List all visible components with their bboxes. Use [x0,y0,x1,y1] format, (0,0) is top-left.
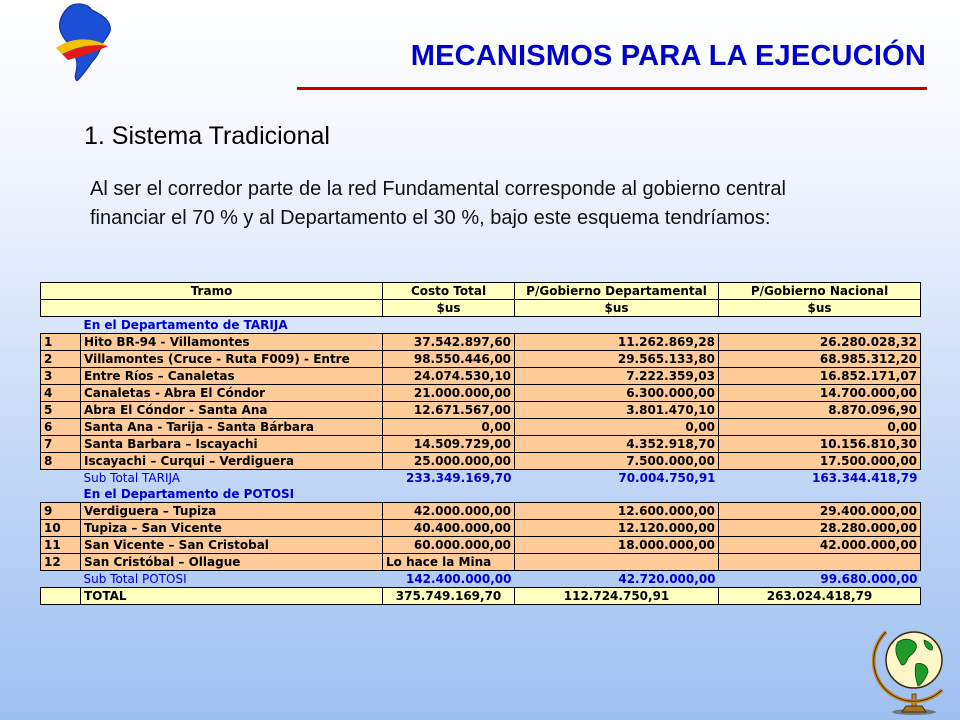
row-costo: 42.000.000,00 [383,503,515,520]
row-dep: 12.600.000,00 [515,503,719,520]
subtotal-costo: 233.349.169,70 [405,470,512,485]
row-nac: 68.985.312,20 [719,351,921,368]
table-row [41,402,921,419]
subtotal-label: Sub Total POTOSI [83,571,187,586]
row-costo: 25.000.000,00 [383,453,515,470]
row-dep [515,554,719,571]
header-tramo: Tramo [41,283,383,300]
row-tramo: Abra El Cóndor - Santa Ana [81,402,383,419]
row-nac: 28.280.000,00 [719,520,921,537]
header-nac: P/Gobierno Nacional [719,283,921,300]
total-nac: 263.024.418,79 [719,588,921,605]
subtotal-row [41,470,921,487]
row-nac: 8.870.096,90 [719,402,921,419]
subtotal-nac: 163.344.418,79 [811,470,918,485]
subtotal-nac: 99.680.000,00 [820,571,918,586]
row-tramo: Tupiza – San Vicente [81,520,383,537]
row-number: 9 [41,503,81,520]
header-dep-unit: $us [515,300,719,317]
row-tramo: Santa Barbara – Iscayachi [81,436,383,453]
table-row [41,554,921,571]
row-nac: 42.000.000,00 [719,537,921,554]
row-number: 2 [41,351,81,368]
row-tramo: Iscayachi – Curqui – Verdiguera [81,453,383,470]
south-america-map-icon [48,2,126,84]
row-dep: 7.222.359,03 [515,368,719,385]
row-costo: Lo hace la Mina [383,554,515,571]
row-costo: 12.671.567,00 [383,402,515,419]
table-row [41,385,921,402]
row-nac: 17.500.000,00 [719,453,921,470]
total-row [41,588,921,605]
row-costo: 98.550.446,00 [383,351,515,368]
row-tramo: Entre Ríos – Canaletas [81,368,383,385]
row-tramo: San Cristóbal – Ollague [81,554,383,571]
row-costo: 14.509.729,00 [383,436,515,453]
row-dep: 4.352.918,70 [515,436,719,453]
section-heading: 1. Sistema Tradicional [84,122,330,150]
row-tramo: Canaletas - Abra El Cóndor [81,385,383,402]
subtotal-dep: 70.004.750,91 [618,470,716,485]
page-title: MECANISMOS PARA LA EJECUCIÓN [410,40,926,72]
row-dep: 7.500.000,00 [515,453,719,470]
row-number: 3 [41,368,81,385]
globe-icon [872,612,954,716]
row-number: 11 [41,537,81,554]
row-nac: 14.700.000,00 [719,385,921,402]
row-number: 10 [41,520,81,537]
table-row [41,351,921,368]
row-tramo: Santa Ana - Tarija - Santa Bárbara [81,419,383,436]
row-number: 1 [41,334,81,351]
row-costo: 37.542.897,60 [383,334,515,351]
section-label-row [41,317,921,334]
row-number: 7 [41,436,81,453]
header-tramo-blank [41,300,383,317]
table-row [41,436,921,453]
subtotal-row [41,571,921,588]
row-tramo: Hito BR-94 - Villamontes [81,334,383,351]
row-tramo: San Vicente – San Cristobal [81,537,383,554]
subtotal-costo: 142.400.000,00 [405,571,512,586]
total-dep: 112.724.750,91 [515,588,719,605]
row-dep: 11.262.869,28 [515,334,719,351]
table-row [41,453,921,470]
row-dep: 6.300.000,00 [515,385,719,402]
row-dep: 18.000.000,00 [515,537,719,554]
row-number: 8 [41,453,81,470]
row-number: 6 [41,419,81,436]
title-underline [297,87,927,90]
table-row [41,537,921,554]
total-costo: 375.749.169,70 [383,588,515,605]
row-costo: 60.000.000,00 [383,537,515,554]
header-costo: Costo Total [383,283,515,300]
row-dep: 29.565.133,80 [515,351,719,368]
row-costo: 24.074.530,10 [383,368,515,385]
description-paragraph: Al ser el corredor parte de la red Fundamental corresponde al gobierno central financiar el 70 % y al Departamento el 30 %, bajo este esquema tendríamos: [90,178,786,229]
cost-table [40,282,921,605]
section-label: En el Departamento de POTOSI [83,486,295,501]
row-nac: 29.400.000,00 [719,503,921,520]
table-header-row-units [41,300,921,317]
row-tramo: Verdiguera – Tupiza [81,503,383,520]
subtotal-dep: 42.720.000,00 [618,571,716,586]
row-nac: 10.156.810,30 [719,436,921,453]
row-nac: 26.280.028,32 [719,334,921,351]
row-nac: 0,00 [719,419,921,436]
row-number: 4 [41,385,81,402]
row-costo: 21.000.000,00 [383,385,515,402]
row-number: 5 [41,402,81,419]
table-header-row [41,283,921,300]
section-label: En el Departamento de TARIJA [83,317,288,332]
row-nac [719,554,921,571]
table-row [41,503,921,520]
row-dep: 3.801.470,10 [515,402,719,419]
row-costo: 0,00 [383,419,515,436]
table-row [41,368,921,385]
table-row [41,520,921,537]
header-nac-unit: $us [719,300,921,317]
total-label: TOTAL [81,588,383,605]
row-dep: 12.120.000,00 [515,520,719,537]
row-dep: 0,00 [515,419,719,436]
header-dep: P/Gobierno Departamental [515,283,719,300]
table-row [41,334,921,351]
row-costo: 40.400.000,00 [383,520,515,537]
table-row [41,419,921,436]
row-nac: 16.852.171,07 [719,368,921,385]
row-number: 12 [41,554,81,571]
section-label-row [41,486,921,503]
header-costo-unit: $us [383,300,515,317]
subtotal-label: Sub Total TARIJA [83,470,181,485]
row-tramo: Villamontes (Cruce - Ruta F009) - Entre [81,351,383,368]
